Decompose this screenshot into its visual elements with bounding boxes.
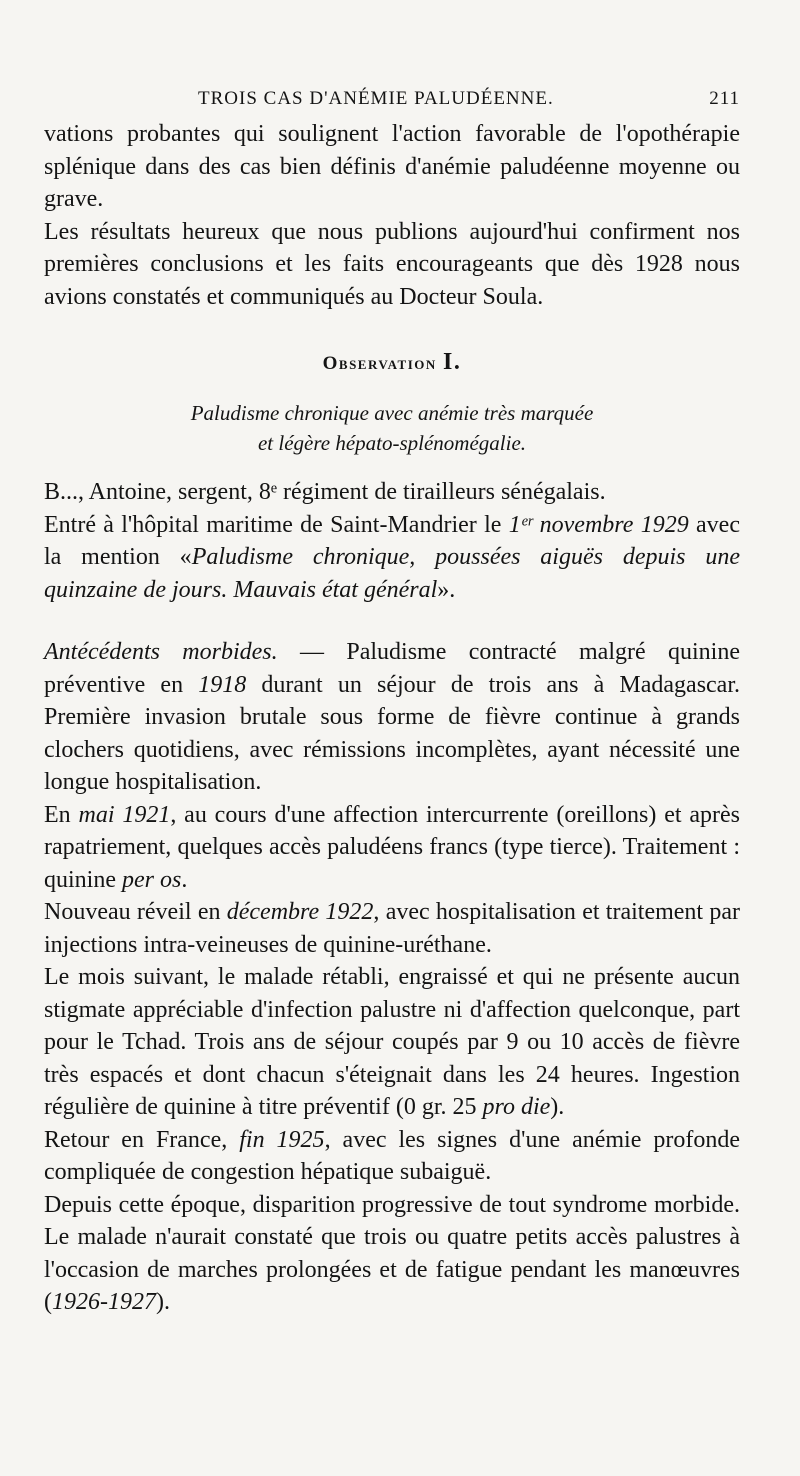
entry-date: 1ᵉʳ novembre 1929 [508, 511, 689, 538]
entry-text-2: avec la mention « [44, 511, 740, 570]
running-header [44, 84, 740, 118]
document-page [44, 84, 740, 1319]
text-depuis-a: Depuis cette époque, disparition progressive de tout syndrome morbide. Le malade n'aurait constaté que trois ou quatre petits accès palustres à l'occasion de marches prolongées et de fatigue pendant les manœuvres ( [44, 1191, 740, 1315]
date-1921: mai 1921 [78, 801, 171, 828]
paragraph-patient: B..., Antoine, sergent, 8ᵉ régiment de tirailleurs sénégalais. [44, 479, 606, 505]
subtitle-line-2: et légère hépato-splénomégalie. [257, 431, 527, 455]
entry-close: ». [437, 576, 456, 603]
spacer [44, 606, 740, 636]
page-number: 211 [709, 88, 740, 109]
text-retour-b: , avec les signes d'une anémie profonde compliquée de congestion hépatique subaiguë. [44, 1126, 740, 1185]
paragraph-intro-1: vations probantes qui soulignent l'action favorable de l'opothérapie splénique dans des cas bien définis d'anémie paludéenne moyenne ou grave. [44, 121, 740, 212]
paragraph-retour [44, 1124, 740, 1189]
paragraph-depuis [44, 1189, 740, 1319]
entry-text: Entré à l'hôpital maritime de Saint-Mandrier le [44, 511, 509, 538]
paragraph-1921 [44, 799, 740, 897]
paragraph-intro-2: Les résultats heureux que nous publions aujourd'hui confirment nos premières conclusions et les faits encourageants que dès 1928 nous avions constatés et communiqués au Docteur Soula. [44, 218, 740, 310]
text-1921-b: , au cours d'une affection intercurrente (oreillons) et après rapatriement, quelques accès paludéens francs (type tierce). Traitement : quinine [44, 801, 740, 893]
antecedents-text: — Paludisme contracté malgré quinine préventive en [44, 639, 740, 698]
text-1922-a: Nouveau réveil en [44, 899, 227, 925]
date-retour: fin 1925 [239, 1126, 325, 1153]
paragraph-antecedents [44, 636, 740, 799]
paragraph-1922 [44, 896, 740, 961]
observation-number: I. [443, 349, 462, 375]
text-retour-a: Retour en France, [44, 1126, 240, 1153]
text-depuis-b: ). [156, 1289, 170, 1315]
running-title: TROIS CAS D'ANÉMIE PALUDÉENNE. [198, 88, 554, 109]
paragraph-entry [44, 509, 740, 607]
paragraph-tchad [44, 961, 740, 1124]
observation-subtitle [44, 398, 740, 458]
text-1922-b: , avec hospitalisation et traitement par injections intra-veineuses de quinine-uréthane. [44, 899, 741, 958]
observation-label: Observation [322, 353, 437, 374]
observation-heading [44, 349, 740, 376]
antecedents-text-2: durant un séjour de trois ans à Madagascar. Première invasion brutale sous forme de fièvre continue à grands clochers quotidiens, avec rémissions incomplètes, ayant nécessité une longue hospitalisation. [44, 671, 741, 795]
text-1921-c: per os [122, 866, 182, 893]
date-1922: décembre 1922 [226, 899, 374, 925]
text-tchad-b: pro die [482, 1094, 551, 1120]
entry-mention: Paludisme chronique, poussées aiguës depuis une quinzaine de jours. Mauvais état général [44, 544, 740, 603]
text-tchad-c: ). [550, 1094, 565, 1120]
text-1921-a: En [44, 801, 79, 828]
antecedents-year: 1918 [198, 671, 247, 698]
antecedents-label: Antécédents morbides. [44, 639, 278, 665]
date-depuis: 1926-1927 [52, 1289, 156, 1315]
subtitle-line-1: Paludisme chronique avec anémie très marquée [190, 401, 594, 425]
text-1921-d: . [181, 866, 188, 893]
text-tchad-a: Le mois suivant, le malade rétabli, engraissé et qui ne présente aucun stigmate appréciable d'infection palustre ni d'affection quelconque, part pour le Tchad. Trois ans de séjour coupés par 9 ou 10 accès de fièvre très espacés et dont chacun s'éteignait dans les 24 heures. Ingestion régulière de quinine à titre préventif (0 gr. 25 [44, 964, 740, 1120]
